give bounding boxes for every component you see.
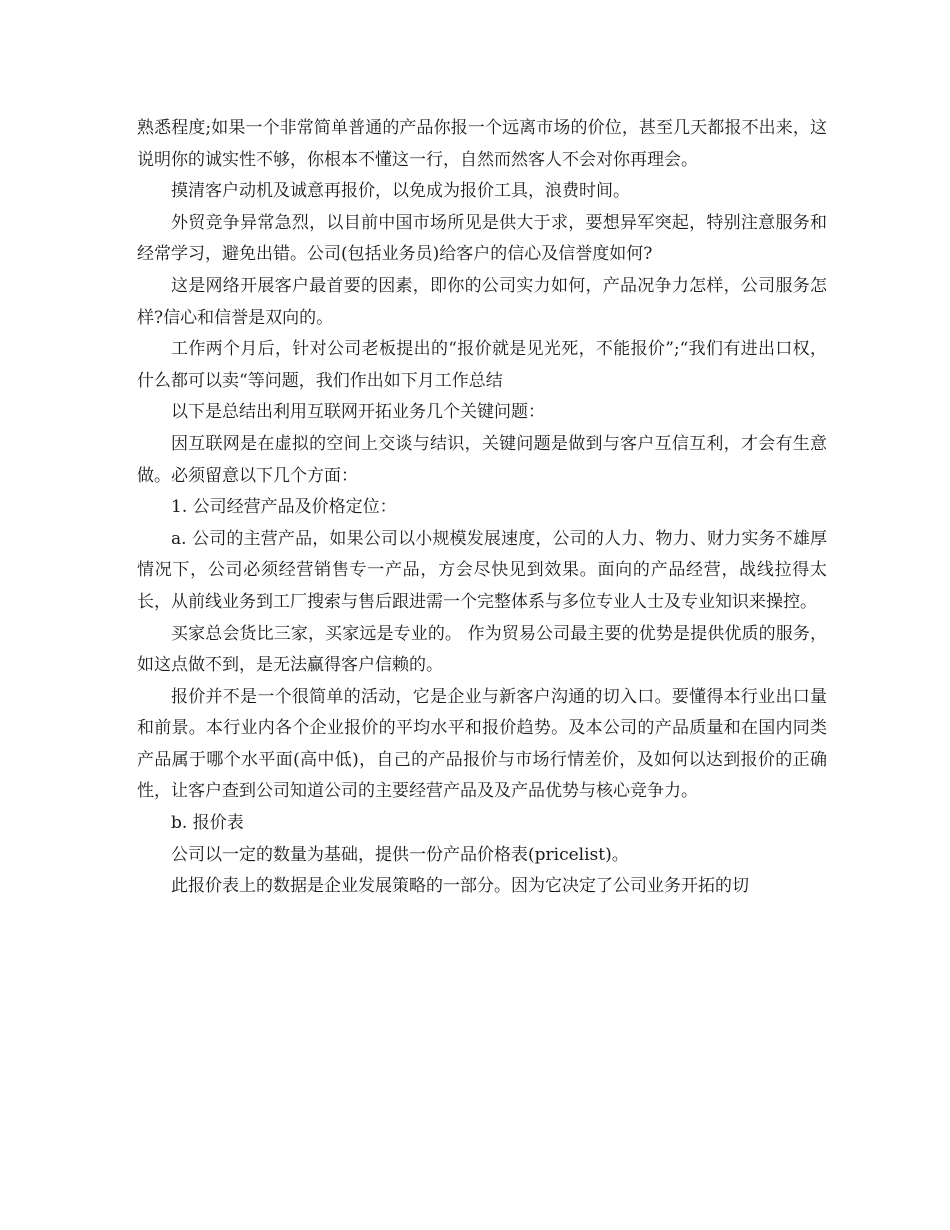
paragraph: 摸清客户动机及诚意再报价，以免成为报价工具，浪费时间。 — [171, 181, 630, 202]
paragraph: 外贸竞争异常急烈，以目前中国市场所见是供大于求，要想异军突起，特别注意服务和经常学习，避免出错。公司(包括业务员)给客户的信心及信誉度如何? — [137, 212, 827, 265]
paragraph: 工作两个月后，针对公司老板提出的“报价就是见光死，不能报价”;“我们有进出口权，什么都可以卖“等问题，我们作出如下月工作总结 — [137, 339, 827, 391]
paragraph: 此报价表上的数据是企业发展策略的一部分。因为它决定了公司业务开拓的切 — [171, 876, 749, 897]
paragraph: 这是网络开展客户最首要的因素，即你的公司实力如何，产品况争力怎样，公司服务怎样?信心和信誉是双向的。 — [137, 275, 827, 328]
paragraph: 报价并不是一个很简单的活动，它是企业与新客户沟通的切入口。要懂得本行业出口量和前景。本行业内各个企业报价的平均水平和报价趋势。及本公司的产品质量和在国内同类产品属于哪个水平面(高中低)，自己的产品报价与市场行情差价，及如何以达到报价的正确性，让客户查到公司知道公司的主要经营产品及及产品优势与核心竞争力。 — [137, 686, 827, 802]
document-body — [137, 113, 827, 903]
paragraph: 公司以一定的数量为基础，提供一份产品价格表(pricelist)。 — [171, 844, 629, 865]
paragraph: 买家总会货比三家，买家远是专业的。 作为贸易公司最主要的优势是提供优质的服务，如这点做不到，是无法赢得客户信赖的。 — [137, 623, 827, 676]
list-heading: b. 报价表 — [171, 813, 244, 834]
list-heading: 1. 公司经营产品及价格定位： — [171, 497, 397, 518]
paragraph: a. 公司的主营产品，如果公司以小规模发展速度，公司的人力、物力、财力实务不雄厚情况下，公司必须经营销售专一产品，方会尽快见到效果。面向的产品经营，战线拉得太长，从前线业务到工厂搜索与售后跟进需一个完整体系与多位专业人士及专业知识来操控。 — [137, 528, 827, 612]
paragraph: 以下是总结出利用互联网开拓业务几个关键问题： — [171, 402, 545, 423]
paragraph: 熟悉程度;如果一个非常简单普通的产品你报一个远离市场的价位，甚至几天都报不出来，这说明你的诚实性不够，你根本不懂这一行，自然而然客人不会对你再理会。 — [137, 118, 827, 170]
paragraph: 因互联网是在虚拟的空间上交谈与结识，关键问题是做到与客户互信互利，才会有生意做。必须留意以下几个方面： — [137, 433, 827, 486]
